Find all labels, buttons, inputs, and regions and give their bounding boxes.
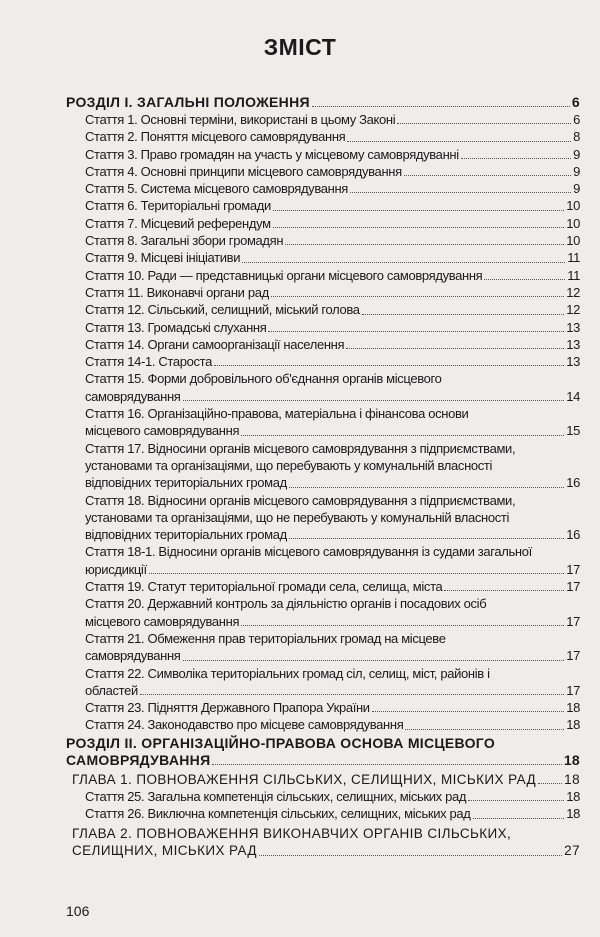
toc-line [66, 543, 580, 560]
toc-entry-title: САМОВРЯДУВАННЯ [66, 751, 211, 768]
toc-page-number: 10 [566, 233, 580, 249]
dot-leader [273, 227, 565, 228]
dot-leader [289, 538, 564, 539]
dot-leader [404, 175, 571, 176]
dot-leader [372, 711, 565, 712]
toc-chapter [66, 771, 580, 789]
toc-entry-title: СЕЛИЩНИХ, МІСЬКИХ РАД [72, 843, 257, 859]
toc-line [66, 128, 580, 145]
toc-line [66, 805, 580, 822]
toc-article [66, 492, 580, 544]
dot-leader [183, 660, 565, 661]
toc-article [66, 111, 580, 128]
toc-entry-title: юрисдикції [85, 561, 147, 577]
toc-line [66, 197, 580, 214]
toc-line [66, 578, 580, 595]
toc-entry-title: Стаття 15. Форми добровільного об'єднання органів місцевого [85, 371, 442, 387]
toc-page-number: 13 [566, 336, 580, 352]
toc-line [66, 595, 580, 612]
toc-line [66, 699, 580, 716]
page-number: 106 [66, 903, 90, 919]
dot-leader [346, 348, 564, 349]
toc-page-number: 13 [566, 319, 580, 335]
toc-page-number: 18 [566, 700, 580, 716]
toc-article [66, 267, 580, 284]
toc-line [66, 561, 580, 578]
toc-entry-title: місцевого самоврядування [85, 423, 240, 439]
toc-line [66, 180, 580, 197]
toc-line [66, 682, 580, 699]
toc-line [66, 232, 580, 249]
toc-page-number: 11 [567, 267, 580, 283]
toc-entry-title: Стаття 3. Право громадян на участь у місцевому самоврядуванні [85, 146, 459, 162]
toc-article [66, 595, 580, 630]
toc-line [66, 842, 580, 860]
toc-entry-title: Стаття 21. Обмеження прав територіальних громад на місцеве [85, 630, 446, 646]
toc-line [66, 647, 580, 664]
toc-entry-title: відповідних територіальних громад [85, 527, 287, 543]
dot-leader [259, 855, 562, 856]
toc-entry-title: Стаття 8. Загальні збори громадян [85, 233, 284, 249]
toc-article [66, 665, 580, 700]
toc-entry-title: Стаття 2. Поняття місцевого самоврядування [85, 129, 346, 145]
toc-section [66, 735, 580, 769]
toc-entry-title: Стаття 9. Місцеві ініціативи [85, 250, 241, 266]
toc-line [66, 492, 580, 509]
toc-article [66, 128, 580, 145]
toc-entry-title: Стаття 7. Місцевий референдум [85, 215, 271, 231]
toc-line [66, 613, 580, 630]
toc-page-number: 8 [573, 129, 580, 145]
toc-article [66, 319, 580, 336]
toc-line [66, 771, 580, 789]
toc-article [66, 630, 580, 665]
toc-entry-title: Стаття 25. Загальна компетенція сільських, селищних, міських рад [85, 789, 467, 805]
toc-article [66, 301, 580, 318]
dot-leader [405, 729, 564, 730]
toc-entry-title: Стаття 20. Державний контроль за діяльністю органів і посадових осіб [85, 596, 487, 612]
toc-article [66, 578, 580, 595]
toc-entry-title: установами та організаціями, що перебувають у комунальній власності [85, 457, 493, 473]
toc-entry-title: Стаття 14. Органи самоорганізації населення [85, 336, 345, 352]
toc-page-number: 6 [573, 112, 580, 127]
toc-entry-title: установами та організаціями, що не перебувають у комунальній власності [85, 509, 510, 525]
toc-article [66, 788, 580, 805]
toc-page-number: 9 [573, 181, 580, 197]
toc-entry-title: Стаття 13. Громадські слухання [85, 319, 267, 335]
dot-leader [268, 331, 564, 332]
toc-line [66, 474, 580, 491]
toc-line [66, 215, 580, 232]
toc-article [66, 805, 580, 822]
toc-entry-title: самоврядування [85, 388, 181, 404]
toc-page-number: 13 [566, 354, 580, 370]
toc-page-number: 18 [566, 806, 580, 822]
dot-leader [271, 296, 564, 297]
dot-leader [468, 800, 564, 801]
dot-leader [273, 210, 564, 211]
toc-entry-title: Стаття 19. Статут територіальної громади села, селища, міста [85, 579, 443, 595]
toc-page-number: 15 [566, 423, 580, 439]
dot-leader [347, 141, 571, 142]
toc-entry-title: Стаття 18. Відносини органів місцевого самоврядування з підприємствами, [85, 492, 516, 508]
toc-line [66, 146, 580, 163]
toc-page-number: 17 [566, 579, 580, 595]
toc-line [66, 163, 580, 180]
toc-line [66, 388, 580, 405]
dot-leader [473, 818, 565, 819]
dot-leader [397, 123, 571, 124]
toc-page-number: 17 [566, 648, 580, 664]
toc-entry-title: Стаття 26. Виключна компетенція сільських, селищних, міських рад [85, 806, 471, 822]
toc-line [66, 630, 580, 647]
toc-page-number: 18 [563, 751, 580, 768]
toc-line [66, 405, 580, 422]
dot-leader [140, 694, 564, 695]
dot-leader [285, 244, 564, 245]
dot-leader [214, 365, 564, 366]
dot-leader [241, 435, 564, 436]
toc-page-number: 14 [566, 388, 580, 404]
toc-article [66, 405, 580, 440]
toc-section [66, 94, 580, 111]
toc-line [66, 457, 580, 474]
toc-entry-title: ГЛАВА 1. ПОВНОВАЖЕННЯ СІЛЬСЬКИХ, СЕЛИЩНИХ, МІСЬКИХ РАД [72, 771, 536, 787]
toc-page-number: 10 [566, 215, 580, 231]
toc-line [66, 665, 580, 682]
toc-entry-title: Стаття 23. Підняття Державного Прапора України [85, 700, 370, 716]
toc-page-number: 9 [573, 146, 580, 162]
toc-line [66, 336, 580, 353]
toc-line [66, 284, 580, 301]
toc-entry-title: Стаття 4. Основні принципи місцевого самоврядування [85, 163, 402, 179]
toc-line [66, 249, 580, 266]
toc-entry-title: областей [85, 682, 138, 698]
toc-line [66, 716, 580, 733]
toc-page-number: 11 [567, 250, 580, 266]
toc-line [66, 788, 580, 805]
toc-entry-title: ГЛАВА 2. ПОВНОВАЖЕННЯ ВИКОНАВЧИХ ОРГАНІВ СІЛЬСЬКИХ, [72, 825, 512, 841]
dot-leader [312, 106, 570, 107]
dot-leader [212, 764, 561, 765]
toc-entry-title: Стаття 6. Територіальні громади [85, 198, 271, 214]
toc-line [66, 353, 580, 370]
toc-entry-title: Стаття 16. Організаційно-правова, матеріальна і фінансова основи [85, 406, 469, 422]
toc-entry-title: Стаття 11. Виконавчі органи рад [85, 284, 269, 300]
toc-article [66, 197, 580, 214]
toc-entry-title: відповідних територіальних громад [85, 475, 287, 491]
toc-line [66, 319, 580, 336]
toc-page-number: 12 [566, 284, 580, 300]
toc-line [66, 111, 580, 128]
dot-leader [444, 590, 564, 591]
toc-article [66, 336, 580, 353]
toc-line [66, 509, 580, 526]
toc-entry-title: Стаття 1. Основні терміни, використані в цьому Законі [85, 112, 396, 127]
toc-entry-title: Стаття 17. Відносини органів місцевого самоврядування з підприємствами, [85, 440, 516, 456]
dot-leader [149, 573, 565, 574]
toc-article [66, 699, 580, 716]
toc-article [66, 215, 580, 232]
toc-page-number: 12 [566, 302, 580, 318]
toc-article [66, 163, 580, 180]
toc-article [66, 284, 580, 301]
dot-leader [362, 314, 565, 315]
toc-entry-title: Стаття 24. Законодавство про місцеве самоврядування [85, 717, 404, 733]
toc-page-number: 9 [573, 163, 580, 179]
toc-line [66, 94, 580, 111]
toc-line [66, 735, 580, 752]
toc-line [66, 752, 580, 769]
toc-line [66, 370, 580, 387]
toc-entry-title: Стаття 12. Сільський, селищний, міський голова [85, 302, 360, 318]
dot-leader [461, 158, 571, 159]
toc-page-number: 16 [566, 527, 580, 543]
toc-article [66, 353, 580, 370]
toc-page-number: 18 [566, 717, 580, 733]
toc-entry-title: місцевого самоврядування [85, 613, 240, 629]
toc-line [66, 422, 580, 439]
toc-page-number: 18 [566, 789, 580, 805]
toc-article [66, 180, 580, 197]
toc-page-number: 17 [566, 613, 580, 629]
toc-chapter [66, 825, 580, 860]
toc-line [66, 440, 580, 457]
toc-article [66, 440, 580, 492]
dot-leader [538, 783, 562, 784]
dot-leader [484, 279, 565, 280]
toc-page-number: 10 [566, 198, 580, 214]
toc-page-number: 27 [564, 843, 580, 859]
page-title: ЗМІСТ [263, 34, 337, 60]
dot-leader [242, 262, 565, 263]
dot-leader [350, 192, 571, 193]
toc-article [66, 543, 580, 578]
toc-article [66, 232, 580, 249]
toc-line [66, 526, 580, 543]
toc-entry-title: самоврядування [85, 648, 181, 664]
toc-line [66, 825, 580, 843]
table-of-contents [66, 94, 580, 860]
toc-page-number: 17 [566, 682, 580, 698]
toc-entry-title: Стаття 22. Символіка територіальних громад сіл, селищ, міст, районів і [85, 665, 490, 681]
dot-leader [183, 400, 565, 401]
toc-entry-title: Стаття 5. Система місцевого самоврядування [85, 181, 348, 197]
toc-line [66, 301, 580, 318]
toc-page-number: 16 [566, 475, 580, 491]
toc-line [66, 267, 580, 284]
toc-article [66, 146, 580, 163]
toc-page-number: 17 [566, 561, 580, 577]
toc-page-number: 18 [564, 771, 580, 787]
toc-article [66, 249, 580, 266]
toc-entry-title: РОЗДІЛ ІІ. ОРГАНІЗАЦІЙНО-ПРАВОВА ОСНОВА МІСЦЕВОГО [66, 734, 496, 751]
toc-article [66, 370, 580, 405]
toc-page-number: 6 [571, 94, 580, 110]
toc-entry-title: Стаття 14-1. Староста [85, 354, 213, 370]
toc-entry-title: РОЗДІЛ І. ЗАГАЛЬНІ ПОЛОЖЕННЯ [66, 94, 310, 110]
toc-entry-title: Стаття 18-1. Відносини органів місцевого самоврядування із судами загальної [85, 544, 532, 560]
toc-entry-title: Стаття 10. Ради — представницькі органи місцевого самоврядування [85, 267, 483, 283]
dot-leader [289, 487, 564, 488]
dot-leader [241, 625, 564, 626]
toc-article [66, 716, 580, 733]
